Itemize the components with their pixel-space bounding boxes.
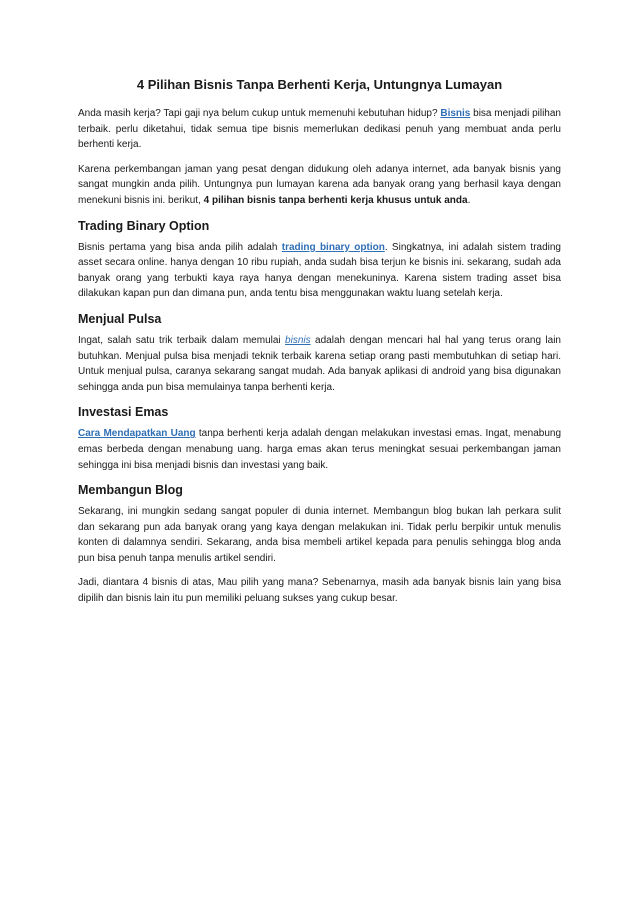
intro-p2-text-end: .	[467, 194, 471, 206]
intro-paragraph-1	[78, 106, 561, 153]
section-paragraph-pulsa	[78, 333, 561, 395]
pulsa-text-end: adalah dengan mencari hal hal yang terus orang lain butuhkan. Menjual pulsa bisa menjadi teknik terbaik karena setiap orang pasti membutuhkan di setiap hari. Untuk menjual pulsa, caranya sekarang sangat mudah. Ada banyak aplikasi di android yang bisa digunakan sehingga anda pun bisa memulainya tanpa berhenti kerja.	[78, 334, 561, 393]
trading-binary-option-link[interactable]: trading binary option	[281, 241, 385, 253]
section-heading-emas: Investasi Emas	[78, 405, 169, 420]
section-paragraph-trading	[78, 240, 561, 302]
bisnis-italic-link[interactable]: bisnis	[285, 334, 311, 346]
intro-p1-text: Anda masih kerja? Tapi gaji nya belum cukup untuk memenuhi kebutuhan hidup?	[78, 108, 441, 119]
section-heading-pulsa: Menjual Pulsa	[78, 311, 162, 326]
trading-text: Bisnis pertama yang bisa anda pilih adalah	[78, 241, 282, 253]
intro-p2-text: Karena perkembangan jaman yang pesat dengan didukung oleh adanya internet, ada banyak bisnis yang sangat mungkin anda pilih. Untungnya pun lumayan karena ada banyak orang yang berhasil kaya dengan menekuni bisnis ini. berikut,	[78, 163, 561, 206]
bisnis-link[interactable]: Bisnis	[440, 108, 471, 119]
closing-paragraph: Jadi, diantara 4 bisnis di atas, Mau pilih yang mana? Sebenarnya, masih ada banyak bisnis lain yang bisa dipilih dan bisnis lain itu pun memiliki peluang sukses yang cukup besar.	[78, 577, 561, 605]
document-page	[78, 76, 561, 616]
trading-text-end: . Singkatnya, ini adalah sistem trading asset secara online. hanya dengan 10 ribu rupiah, anda sudah bisa terjun ke bisnis ini. sekarang, sudah ada banyak orang yang terbukti kaya raya hanya dengan menekuninya. Karena sistem trading asset bisa dilakukan kapan pun dan dimana pun, anda tentu bisa menggunakan waktu luang setelah kerja.	[78, 241, 561, 300]
intro-paragraph-2	[78, 162, 561, 209]
cara-mendapatkan-uang-link[interactable]: Cara Mendapatkan Uang	[78, 428, 196, 440]
section-heading-blog: Membangun Blog	[78, 483, 183, 498]
section-paragraph-emas	[78, 426, 561, 473]
intro-p2-bold: 4 pilihan bisnis tanpa berhenti kerja khusus untuk anda	[203, 194, 468, 206]
section-heading-trading: Trading Binary Option	[78, 218, 210, 233]
emas-text-end: tanpa berhenti kerja adalah dengan melakukan investasi emas. Ingat, menabung emas berbeda dengan menabung uang. harga emas akan terus meningkat sesuai perkembangan jaman sehingga ini bisa menjadi bisnis dan investasi yang baik.	[78, 428, 562, 471]
page-title: 4 Pilihan Bisnis Tanpa Berhenti Kerja, Untungnya Lumayan	[136, 77, 503, 92]
section-paragraph-blog: Sekarang, ini mungkin sedang sangat populer di dunia internet. Membangun blog bukan lah perkara sulit dan sekarang pun ada banyak orang yang kaya dengan melakukan ini. Tidak perlu berpikir untuk menulis konten di dalamnya sendiri. Sekarang, anda bisa membeli artikel kepada para penulis sehingga blog anda pun bisa penuh tanpa menulis artikel sendiri.	[78, 506, 561, 564]
pulsa-text: Ingat, salah satu trik terbaik dalam memulai	[78, 334, 286, 346]
intro-p1-text-end: bisa menjadi pilihan terbaik. perlu diketahui, tidak semua tipe bisnis memerlukan dedikasi penuh yang membuat anda perlu berhenti kerja.	[78, 108, 561, 151]
